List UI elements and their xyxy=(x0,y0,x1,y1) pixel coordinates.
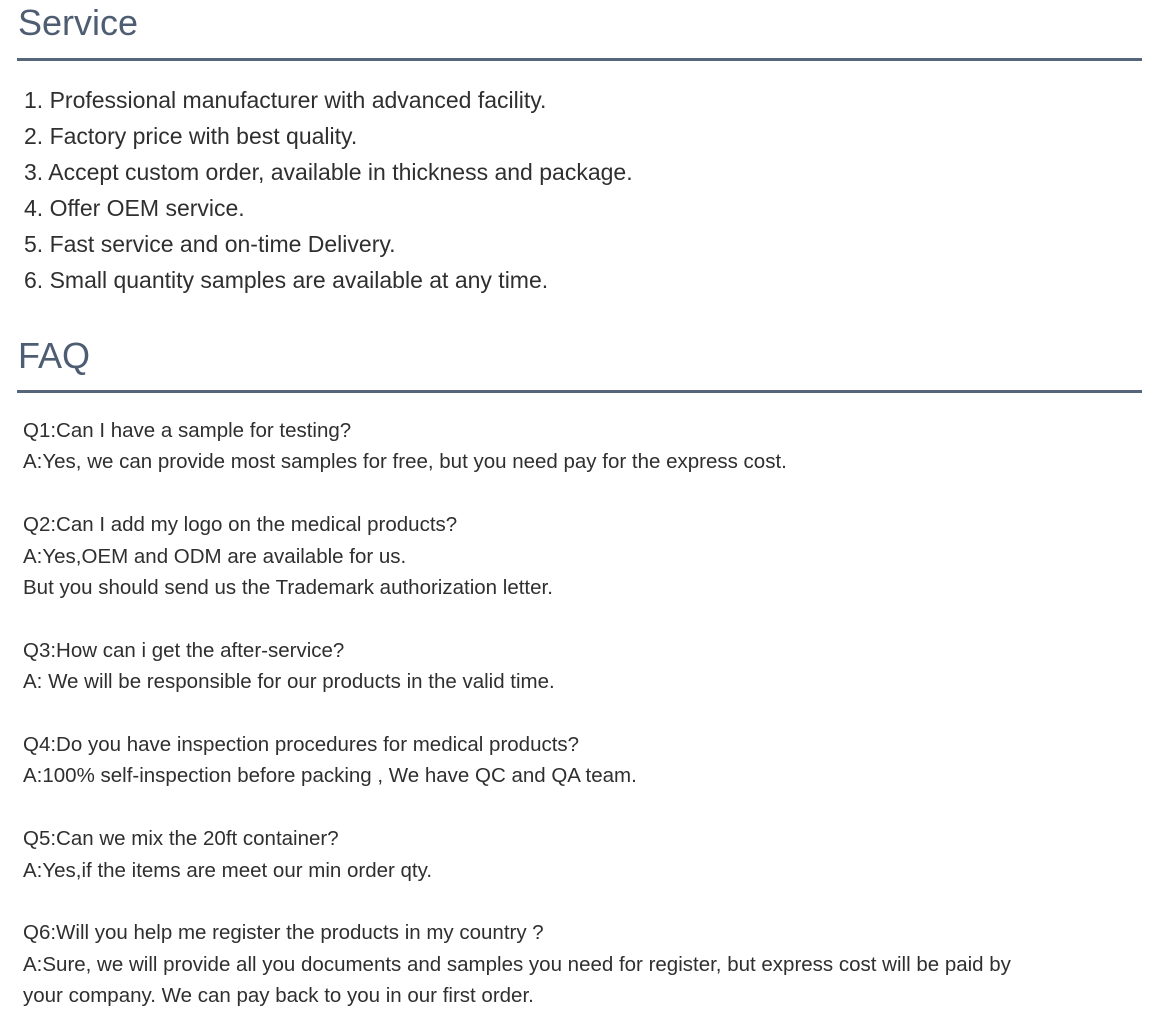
faq-question: Q1:Can I have a sample for testing? xyxy=(23,419,352,442)
faq-spacer xyxy=(23,478,1133,509)
faq-heading: FAQ xyxy=(18,335,91,376)
service-list xyxy=(24,82,633,298)
service-item: 3. Accept custom order, available in thickness and package. xyxy=(24,159,633,185)
service-item: 4. Offer OEM service. xyxy=(24,195,245,221)
faq-entry xyxy=(23,509,1133,603)
faq-list xyxy=(23,415,1133,1012)
faq-answer: A:Yes, we can provide most samples for free, but you need pay for the express cost. xyxy=(23,450,787,474)
faq-spacer xyxy=(23,603,1133,634)
service-divider xyxy=(17,58,1142,61)
service-item: 1. Professional manufacturer with advanced facility. xyxy=(24,87,547,113)
faq-question: Q3:How can i get the after-service? xyxy=(23,638,345,662)
service-item: 6. Small quantity samples are available at any time. xyxy=(24,267,549,293)
faq-spacer xyxy=(23,792,1133,823)
faq-answer: your company. We can pay back to you in our first order. xyxy=(23,984,534,1008)
service-item: 2. Factory price with best quality. xyxy=(24,123,358,149)
faq-question: Q6:Will you help me register the products in my country ? xyxy=(23,921,544,945)
faq-answer: A:100% self-inspection before packing , We have QC and QA team. xyxy=(23,764,637,788)
faq-entry xyxy=(23,729,1133,792)
faq-entry xyxy=(23,917,1133,1011)
service-item: 5. Fast service and on-time Delivery. xyxy=(24,231,396,257)
faq-spacer xyxy=(23,886,1133,917)
faq-question: Q2:Can I add my logo on the medical products? xyxy=(23,513,458,537)
faq-answer: A:Yes,OEM and ODM are available for us. xyxy=(23,544,407,568)
faq-answer: A: We will be responsible for our products in the valid time. xyxy=(23,670,555,694)
faq-answer: A:Sure, we will provide all you documents and samples you need for register, but express cost will be paid by xyxy=(23,952,1011,976)
faq-question: Q4:Do you have inspection procedures for medical products? xyxy=(23,733,580,757)
faq-divider xyxy=(17,390,1142,393)
faq-answer: A:Yes,if the items are meet our min order qty. xyxy=(23,858,433,882)
faq-spacer xyxy=(23,698,1133,729)
faq-entry xyxy=(23,415,1133,478)
faq-entry xyxy=(23,823,1133,886)
faq-entry xyxy=(23,635,1133,698)
faq-answer: But you should send us the Trademark authorization letter. xyxy=(23,576,553,600)
faq-question: Q5:Can we mix the 20ft container? xyxy=(23,827,339,851)
service-heading: Service xyxy=(18,2,139,43)
